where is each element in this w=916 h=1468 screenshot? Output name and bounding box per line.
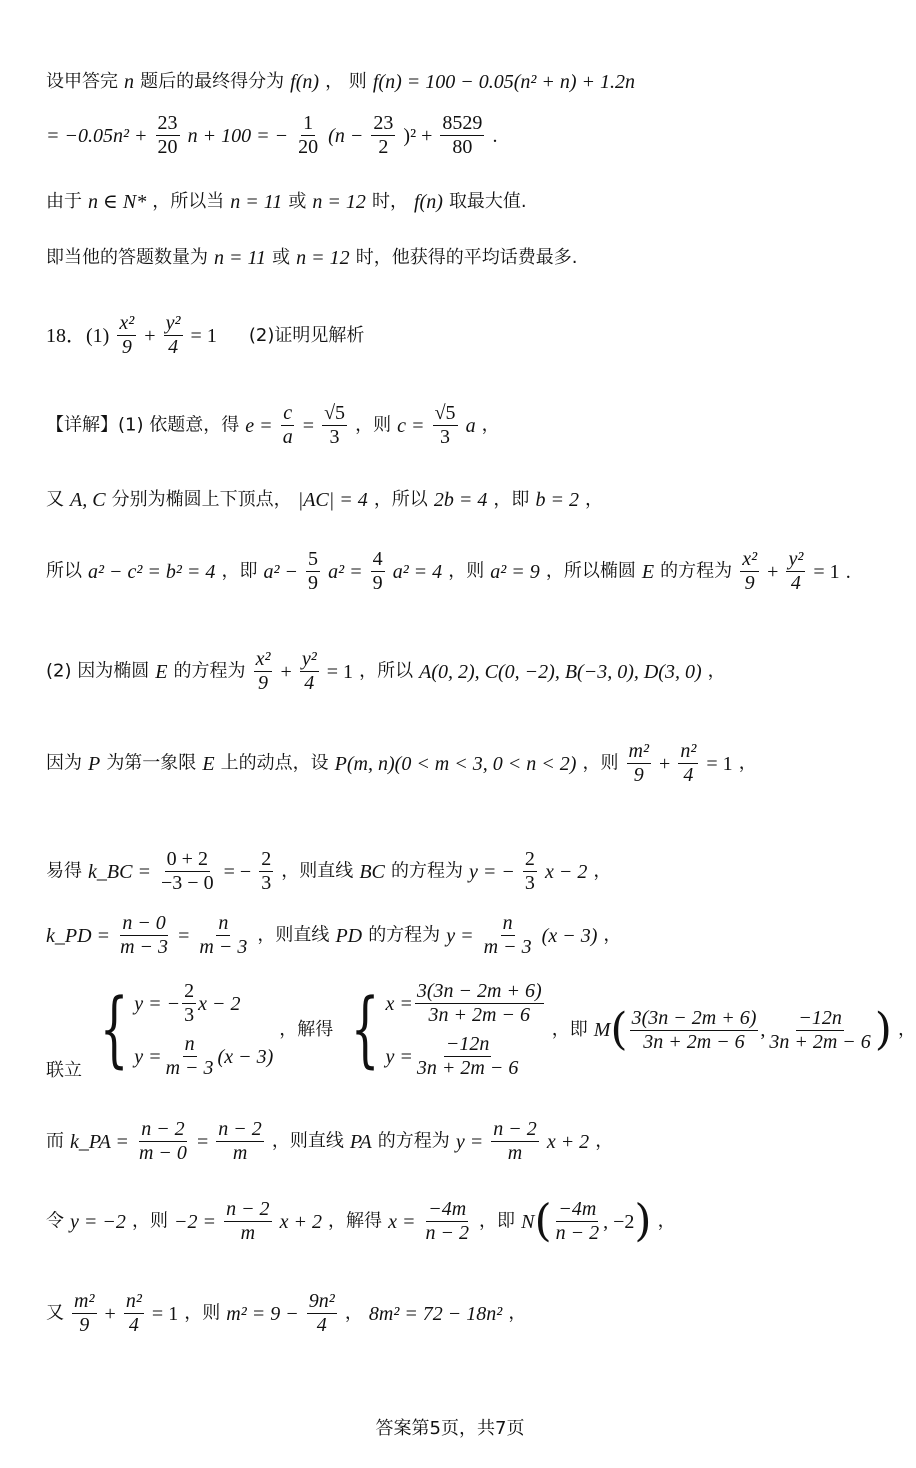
fraction — [424, 1198, 472, 1245]
text: ， 则 — [325, 71, 367, 92]
text-segment: 5 — [308, 548, 319, 570]
fraction — [254, 648, 273, 695]
text-segment: ，则直线 — [281, 860, 354, 882]
math-symbol: ( — [610, 1004, 628, 1055]
text-segment: m — [232, 1142, 248, 1164]
text-segment: n − 2 — [141, 1118, 185, 1140]
text-segment: = 1 — [706, 752, 733, 775]
text-segment: 而 — [46, 1130, 64, 1152]
text-segment: = — [178, 924, 190, 947]
text-segment: n ∈ N* — [88, 191, 147, 213]
fraction — [197, 912, 249, 959]
math: . — [492, 124, 498, 147]
text-segment: 【详解】(1) 依题意，得 — [46, 414, 240, 436]
text-segment: 3 — [524, 872, 535, 894]
text-segment: ，则 — [184, 1302, 221, 1324]
text-segment: 即当他的答题数量为 — [46, 247, 208, 268]
text-segment: m − 3 — [483, 936, 532, 958]
text-segment: m² = 9 − — [226, 1302, 299, 1325]
text-segment: 3n + 2m − 6 — [643, 1030, 745, 1053]
text-segment: e = — [245, 414, 273, 437]
math-symbol: ( — [534, 1195, 552, 1247]
fraction — [554, 1198, 602, 1245]
text-segment: ，即 — [551, 1019, 588, 1040]
fraction — [159, 848, 216, 895]
text-segment: m − 3 — [199, 936, 248, 958]
text-segment: ， — [481, 414, 500, 436]
fraction — [740, 548, 759, 595]
text-segment: , −2 — [603, 1210, 635, 1233]
text-segment: 的方程为 — [390, 860, 463, 882]
text-segment: y = − — [469, 860, 515, 883]
text-segment: 20 — [157, 136, 178, 158]
math-symbol — [134, 1033, 273, 1080]
text-segment: ， — [585, 489, 603, 510]
text-segment: ，所以当 — [152, 191, 225, 212]
text-segment: 4 — [683, 764, 694, 786]
text-segment: ， — [508, 1302, 527, 1324]
text-segment: ，即 — [479, 1210, 516, 1232]
text-segment: = — [302, 414, 315, 437]
text-segment: + — [144, 324, 156, 347]
math-symbol — [134, 980, 273, 1080]
text-segment: 3 — [184, 1004, 195, 1026]
text-segment: −4m — [428, 1198, 467, 1220]
text-segment: 由于 — [46, 191, 82, 212]
text-segment: ，解得 — [328, 1210, 383, 1232]
text-segment: ， — [738, 752, 757, 774]
text-segment: n − 2 — [226, 1198, 270, 1220]
text-segment: y² — [301, 648, 317, 670]
text-segment: n = 12 — [312, 191, 366, 213]
line-max-condition — [46, 192, 870, 212]
text-segment: ，则 — [582, 752, 619, 774]
text-segment: −2 = — [174, 1210, 217, 1233]
text-segment: M — [593, 1019, 611, 1041]
text-segment: n = 11 — [230, 191, 283, 213]
text-segment: k_PA = — [70, 1130, 129, 1153]
text-segment: 因为 — [46, 752, 82, 774]
line-point-n — [46, 1195, 870, 1247]
text-segment: m² — [74, 1290, 95, 1312]
math: (n − — [328, 124, 364, 147]
text-segment: n — [184, 1033, 195, 1055]
text-segment: y = — [385, 1045, 413, 1068]
text-segment: −4m — [558, 1198, 597, 1220]
text-segment: 20 — [298, 136, 319, 158]
text-segment: a² − c² = b² = 4 — [88, 560, 216, 583]
fraction — [306, 548, 320, 595]
line-conclusion — [46, 248, 870, 268]
fraction — [118, 912, 170, 959]
line-vertices — [46, 490, 870, 510]
text-segment: ，所以椭圆 — [545, 560, 636, 582]
text-segment: (x − 3) — [541, 924, 598, 947]
text-segment: n = 11 — [214, 247, 267, 269]
text-segment: y² — [788, 548, 804, 570]
fraction — [307, 1290, 337, 1337]
text-segment: 8529 — [442, 112, 483, 134]
math-symbol: { — [99, 982, 129, 1077]
text-segment: A(0, 2), C(0, −2), B(−3, 0), D(3, 0) — [419, 660, 702, 683]
text-segment: n² — [125, 1290, 142, 1312]
text-segment: PA — [349, 1130, 372, 1153]
text-segment: −3 − 0 — [161, 872, 214, 894]
text-segment: 2 — [524, 848, 535, 870]
text-segment: 1 — [303, 112, 314, 134]
text-segment: , — [760, 1019, 766, 1041]
fraction — [322, 402, 347, 449]
text-segment: y² — [165, 312, 181, 334]
text-segment: ， — [595, 1130, 614, 1152]
text-segment: ，则直线 — [257, 924, 330, 946]
text-segment: 18．(1) — [46, 324, 110, 347]
text-segment: 的方程为 — [660, 560, 733, 582]
fraction — [300, 648, 319, 695]
text-segment: c = — [397, 414, 425, 437]
line-slope-bc — [46, 848, 870, 895]
text-segment: 9 — [121, 336, 132, 358]
text-segment: n − 2 — [425, 1222, 469, 1244]
fraction — [433, 402, 458, 449]
text-segment: 为第一象限 — [106, 752, 197, 774]
text: 题后的最终得分为 — [140, 71, 285, 92]
text-segment: 4 — [790, 572, 801, 594]
text-segment: x² — [742, 548, 758, 570]
fraction — [415, 980, 544, 1027]
fraction — [137, 1118, 189, 1165]
text-segment: 3n + 2m − 6 — [769, 1030, 871, 1053]
fraction — [482, 912, 534, 959]
text-segment: 9 — [633, 764, 644, 786]
text: 设甲答完 — [46, 71, 118, 92]
text-segment: 3 — [440, 426, 451, 448]
text-segment: ，则 — [448, 560, 485, 582]
text-segment: = 1 — [813, 560, 840, 583]
text-segment: 0 + 2 — [166, 848, 208, 870]
text-segment: . — [845, 560, 851, 583]
text-segment: x − 2 — [544, 860, 588, 883]
text-segment: y = — [134, 1045, 162, 1068]
text-segment: BC — [359, 860, 385, 883]
text-segment: 3 — [261, 872, 272, 894]
text-segment: k_BC = — [88, 860, 151, 883]
fraction — [627, 740, 651, 787]
fraction — [164, 312, 183, 359]
text-segment: 的方程为 — [368, 924, 441, 946]
text-segment: 2b = 4 — [433, 489, 488, 511]
text-segment: k_PD = — [46, 924, 111, 947]
text-segment: m − 3 — [120, 936, 169, 958]
text-segment: m − 3 — [165, 1057, 214, 1079]
text-segment: y = — [446, 924, 474, 947]
math-symbol: ) — [874, 1004, 892, 1055]
text-segment: + — [767, 560, 779, 583]
text-segment: m² — [628, 740, 649, 762]
text-segment: = — [196, 1130, 209, 1153]
text-segment: 又 — [46, 1302, 64, 1324]
line-slope-pd — [46, 912, 870, 959]
fraction — [259, 848, 273, 895]
text-segment: |AC| = 4 — [297, 489, 368, 511]
math-symbol — [134, 980, 273, 1027]
text-segment: a² = — [328, 560, 363, 583]
text-segment: 3n + 2m − 6 — [416, 1057, 519, 1079]
text-segment: 联立 — [46, 1060, 82, 1081]
text-segment: ，即 — [493, 489, 530, 510]
text-segment: x = — [388, 1210, 416, 1233]
text-segment: N — [521, 1210, 535, 1233]
text-segment: √5 — [434, 402, 456, 424]
text-segment: ，则直线 — [271, 1130, 344, 1152]
text-segment: x² — [119, 312, 135, 334]
text-segment: ，解得 — [279, 1019, 334, 1040]
text-segment: 8m² = 72 − 18n² — [368, 1302, 503, 1325]
text-segment: 分别为椭圆上下顶点， — [111, 489, 292, 510]
text-segment: + — [280, 660, 292, 683]
text-segment: b = 2 — [535, 489, 579, 511]
text-segment: x − 2 — [198, 992, 241, 1015]
text-segment: 又 — [46, 489, 64, 510]
text-segment: x = — [385, 992, 413, 1015]
fraction — [224, 1198, 272, 1245]
text-segment: 2 — [378, 136, 389, 158]
line-solve-system — [46, 980, 916, 1081]
text-segment: a² − — [263, 560, 298, 583]
system-lines — [88, 980, 273, 1080]
math-symbol — [386, 980, 546, 1080]
text-segment: (2) 因为椭圆 — [46, 660, 150, 682]
text-segment: a — [465, 414, 476, 437]
text-segment: ，即 — [221, 560, 258, 582]
text-segment: 3(3n − 2m + 6) — [631, 1006, 757, 1029]
text-segment: x + 2 — [546, 1130, 590, 1153]
text-segment: −12n — [798, 1006, 842, 1029]
text-segment: 9 — [79, 1314, 90, 1336]
text-segment: n — [502, 912, 513, 934]
text-segment: x + 2 — [279, 1210, 322, 1233]
text-segment: n − 0 — [122, 912, 166, 934]
text-segment: 所以 — [46, 560, 82, 582]
text-segment: 9 — [308, 572, 319, 594]
text-segment: n − 2 — [218, 1118, 262, 1140]
text-segment: 的方程为 — [173, 660, 246, 682]
math-symbol: ) — [634, 1195, 652, 1247]
math-n: n — [124, 71, 135, 93]
text-segment: 9n² — [308, 1290, 335, 1312]
math-symbol — [386, 1033, 546, 1080]
text-segment: = 1 — [190, 324, 217, 347]
text-segment: P — [88, 752, 101, 775]
text-segment: √5 — [324, 402, 346, 424]
text-segment: m − 0 — [138, 1142, 187, 1164]
text-segment: a — [282, 426, 293, 448]
text-segment: 令 — [46, 1210, 64, 1232]
math: n + 100 = − — [187, 124, 289, 147]
fraction — [296, 112, 320, 159]
text-segment: E — [641, 560, 655, 583]
line-score-expansion — [46, 112, 870, 159]
text-segment: 3n + 2m − 6 — [428, 1004, 530, 1026]
text-segment: 上的动点，设 — [220, 752, 329, 774]
text-segment: n² — [680, 740, 697, 762]
line-slope-pa — [46, 1118, 870, 1165]
text-segment: 4 — [128, 1314, 139, 1336]
text-segment: 2 — [261, 848, 272, 870]
text-segment: 4 — [304, 672, 315, 694]
text-segment: = 1 — [326, 660, 354, 683]
text-segment: ，则 — [131, 1210, 168, 1232]
line-point-p — [46, 740, 870, 787]
text-segment: E — [202, 752, 215, 775]
text-segment: n = 12 — [296, 247, 350, 269]
text-segment: 取最大值. — [448, 191, 527, 212]
fraction — [182, 980, 196, 1027]
text-segment: E — [155, 660, 168, 683]
text-segment: n — [218, 912, 229, 934]
text-segment: 易得 — [46, 860, 82, 882]
line-detail-eccentricity — [46, 402, 870, 449]
text-segment: ，所以 — [359, 660, 414, 682]
fraction — [786, 548, 805, 595]
text-segment: a² = 4 — [392, 560, 443, 583]
text-segment: ， — [707, 660, 726, 682]
text-segment: ， — [344, 1302, 363, 1324]
text-segment: 4 — [372, 548, 383, 570]
text-segment: 时， — [371, 191, 408, 212]
line-question-18-answer — [46, 312, 870, 359]
page-footer: 答案第5页，共7页 — [375, 1418, 525, 1439]
fraction — [156, 112, 180, 159]
line-vertex-coordinates — [46, 648, 870, 695]
text-segment: −12n — [445, 1033, 490, 1055]
fraction — [72, 1290, 96, 1337]
text-segment: 的方程为 — [377, 1130, 450, 1152]
fraction — [491, 1118, 539, 1165]
text-segment: m — [507, 1142, 523, 1164]
text-segment: ， — [657, 1210, 676, 1232]
text-segment: n − 2 — [493, 1118, 537, 1140]
text-segment: 2 — [184, 980, 195, 1002]
line-relation-mn — [46, 1290, 870, 1337]
text-segment: f(n) — [414, 191, 443, 213]
system-solution — [339, 980, 545, 1080]
text-segment: x² — [255, 648, 271, 670]
fraction — [440, 112, 484, 159]
text-segment: 或 — [288, 191, 307, 212]
line-ellipse-equation — [46, 548, 870, 595]
text-segment: 9 — [744, 572, 755, 594]
fraction — [371, 548, 385, 595]
text-segment: y = − — [134, 992, 181, 1015]
text-segment: ， — [603, 924, 622, 946]
text-segment: ，所以 — [373, 489, 428, 510]
text-segment: = − — [223, 860, 252, 883]
text-segment: = 1 — [151, 1302, 179, 1325]
math-symbol: { — [351, 982, 380, 1077]
fraction — [678, 740, 698, 787]
fraction — [767, 1007, 872, 1054]
text-segment: ， — [593, 860, 612, 882]
fraction — [124, 1290, 144, 1337]
text-segment: (x − 3) — [217, 1045, 274, 1068]
text-segment: a² = 9 — [490, 560, 540, 583]
text-segment: y = −2 — [70, 1210, 126, 1233]
text-segment: (2)证明见解析 — [248, 324, 365, 346]
text-segment: m — [240, 1222, 256, 1244]
text-segment: 9 — [372, 572, 383, 594]
text-segment: + — [659, 752, 671, 775]
text-segment: ， — [898, 1019, 916, 1040]
math: = −0.05n² + — [46, 124, 148, 147]
text-segment: 时，他获得的平均话费最多. — [355, 247, 578, 268]
text-segment: y = — [455, 1130, 484, 1153]
math-fn: f(n) — [290, 71, 320, 93]
text-segment: P(m, n)(0 < m < 3, 0 < n < 2) — [334, 752, 577, 775]
fraction — [415, 1033, 520, 1080]
fraction — [523, 848, 537, 895]
fraction — [216, 1118, 264, 1165]
text-segment: A, C — [70, 489, 106, 511]
text-segment: + — [104, 1302, 116, 1325]
fraction — [281, 402, 295, 449]
math-formula: f(n) = 100 − 0.05(n² + n) + 1.2n — [372, 71, 636, 93]
text-segment: 3 — [329, 426, 340, 448]
text-segment: 或 — [272, 247, 291, 268]
text-segment: 4 — [316, 1314, 327, 1336]
text-segment: ，则 — [355, 414, 392, 436]
fraction — [117, 312, 136, 359]
math-symbol — [386, 980, 546, 1027]
text-segment: 3(3n − 2m + 6) — [416, 980, 542, 1002]
line-score-definition — [46, 72, 870, 92]
text-segment: 4 — [168, 336, 179, 358]
text-segment: 23 — [373, 112, 394, 134]
text-segment: 80 — [452, 136, 473, 158]
fraction — [630, 1007, 759, 1054]
text-segment: 9 — [258, 672, 269, 694]
fraction — [371, 112, 395, 159]
text-segment: n − 2 — [555, 1222, 600, 1244]
text-segment: c — [283, 402, 293, 424]
text-segment: PD — [335, 924, 363, 947]
text-segment: 23 — [157, 112, 178, 134]
math: )² + — [403, 124, 433, 147]
fraction — [164, 1033, 216, 1080]
